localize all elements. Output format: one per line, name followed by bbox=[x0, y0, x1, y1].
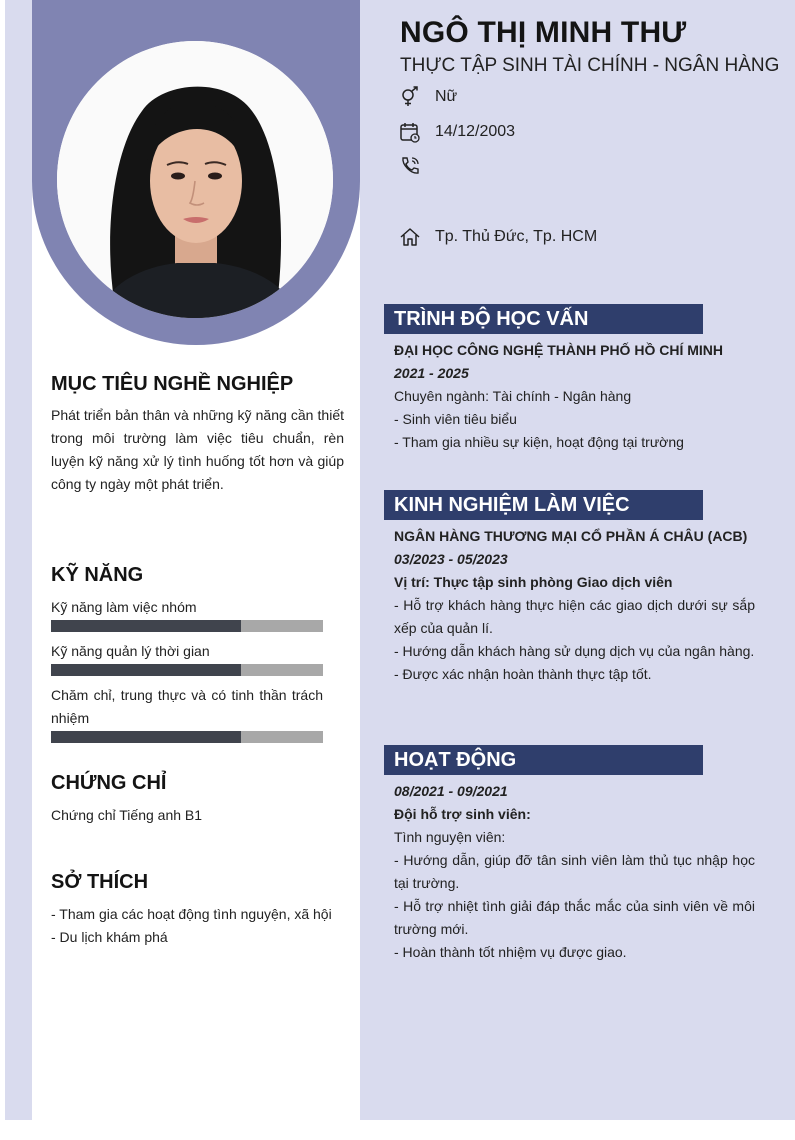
activities-period: 08/2021 - 09/2021 bbox=[394, 783, 508, 799]
activities-title: HOẠT ĐỘNG bbox=[384, 745, 703, 775]
experience-line-3: - Được xác nhận hoàn thành thực tập tốt. bbox=[394, 666, 652, 682]
certificate-item: Chứng chỉ Tiếng anh B1 bbox=[51, 807, 203, 823]
activities-line-3: - Hoàn thành tốt nhiệm vụ được giao. bbox=[394, 944, 627, 960]
skill-label-3: Chăm chỉ, trung thực và có tinh thần trách nhiệm bbox=[51, 687, 323, 726]
objective-text: Phát triển bản thân và những kỹ năng cần thiết trong môi trường làm việc tiêu chuẩn, rèn luyện kỹ năng xử lý tình huống tốt hơn và giúp công ty ngày một phát triển. bbox=[51, 407, 344, 492]
objective-title: MỤC TIÊU NGHỀ NGHIỆP bbox=[51, 373, 294, 395]
calendar-icon bbox=[399, 121, 421, 143]
skill-bar-2 bbox=[51, 664, 323, 676]
hobbies-title: SỞ THÍCH bbox=[51, 871, 149, 893]
gender-icon bbox=[399, 86, 421, 108]
activities-line-2: - Hỗ trợ nhiệt tình giải đáp thắc mắc của sinh viên về môi trường mới. bbox=[394, 898, 755, 937]
skill-bar-1 bbox=[51, 620, 323, 632]
experience-line-2: - Hướng dẫn khách hàng sử dụng dịch vụ của ngân hàng. bbox=[394, 643, 755, 659]
skills-title: KỸ NĂNG bbox=[51, 564, 144, 586]
skill-label-2: Kỹ năng quản lý thời gian bbox=[51, 643, 210, 659]
activities-org: Đội hỗ trợ sinh viên: bbox=[394, 806, 531, 822]
education-period: 2021 - 2025 bbox=[394, 365, 469, 381]
home-icon bbox=[399, 226, 421, 248]
experience-period: 03/2023 - 05/2023 bbox=[394, 551, 508, 567]
birthdate-value: 14/12/2003 bbox=[435, 123, 516, 140]
education-school: ĐẠI HỌC CÔNG NGHỆ THÀNH PHỐ HỒ CHÍ MINH bbox=[394, 342, 723, 358]
skill-bar-fill-3 bbox=[51, 731, 241, 743]
experience-line-1: - Hỗ trợ khách hàng thực hiện các giao dịch dưới sự sắp xếp của quản lí. bbox=[394, 597, 755, 636]
experience-role: Vị trí: Thực tập sinh phòng Giao dịch viên bbox=[394, 574, 673, 590]
education-title: TRÌNH ĐỘ HỌC VẤN bbox=[384, 304, 703, 334]
hobby-item-1: - Tham gia các hoạt động tình nguyện, xã hội bbox=[51, 906, 332, 922]
phone-icon bbox=[399, 155, 421, 177]
job-title: THỰC TẬP SINH TÀI CHÍNH - NGÂN HÀNG bbox=[400, 55, 780, 76]
education-line-1: - Sinh viên tiêu biểu bbox=[394, 411, 517, 427]
experience-title: KINH NGHIỆM LÀM VIỆC bbox=[384, 490, 703, 520]
candidate-name: NGÔ THỊ MINH THƯ bbox=[400, 16, 687, 49]
skill-label-1: Kỹ năng làm việc nhóm bbox=[51, 599, 197, 615]
activities-role: Tình nguyện viên: bbox=[394, 829, 506, 845]
activities-line-1: - Hướng dẫn, giúp đỡ tân sinh viên làm thủ tục nhập học tại trường. bbox=[394, 852, 755, 891]
education-major: Chuyên ngành: Tài chính - Ngân hàng bbox=[394, 388, 632, 404]
skill-bar-fill-1 bbox=[51, 620, 241, 632]
skill-bar-3 bbox=[51, 731, 323, 743]
education-line-2: - Tham gia nhiều sự kiện, hoạt động tại trường bbox=[394, 434, 684, 450]
experience-company: NGÂN HÀNG THƯƠNG MẠI CỔ PHẦN Á CHÂU (ACB) bbox=[394, 528, 748, 544]
hobby-item-2: - Du lịch khám phá bbox=[51, 929, 168, 945]
skill-bar-fill-2 bbox=[51, 664, 241, 676]
gender-value: Nữ bbox=[435, 88, 458, 105]
address-value: Tp. Thủ Đức, Tp. HCM bbox=[435, 228, 598, 245]
certificates-title: CHỨNG CHỈ bbox=[51, 772, 167, 794]
profile-photo bbox=[57, 41, 333, 318]
